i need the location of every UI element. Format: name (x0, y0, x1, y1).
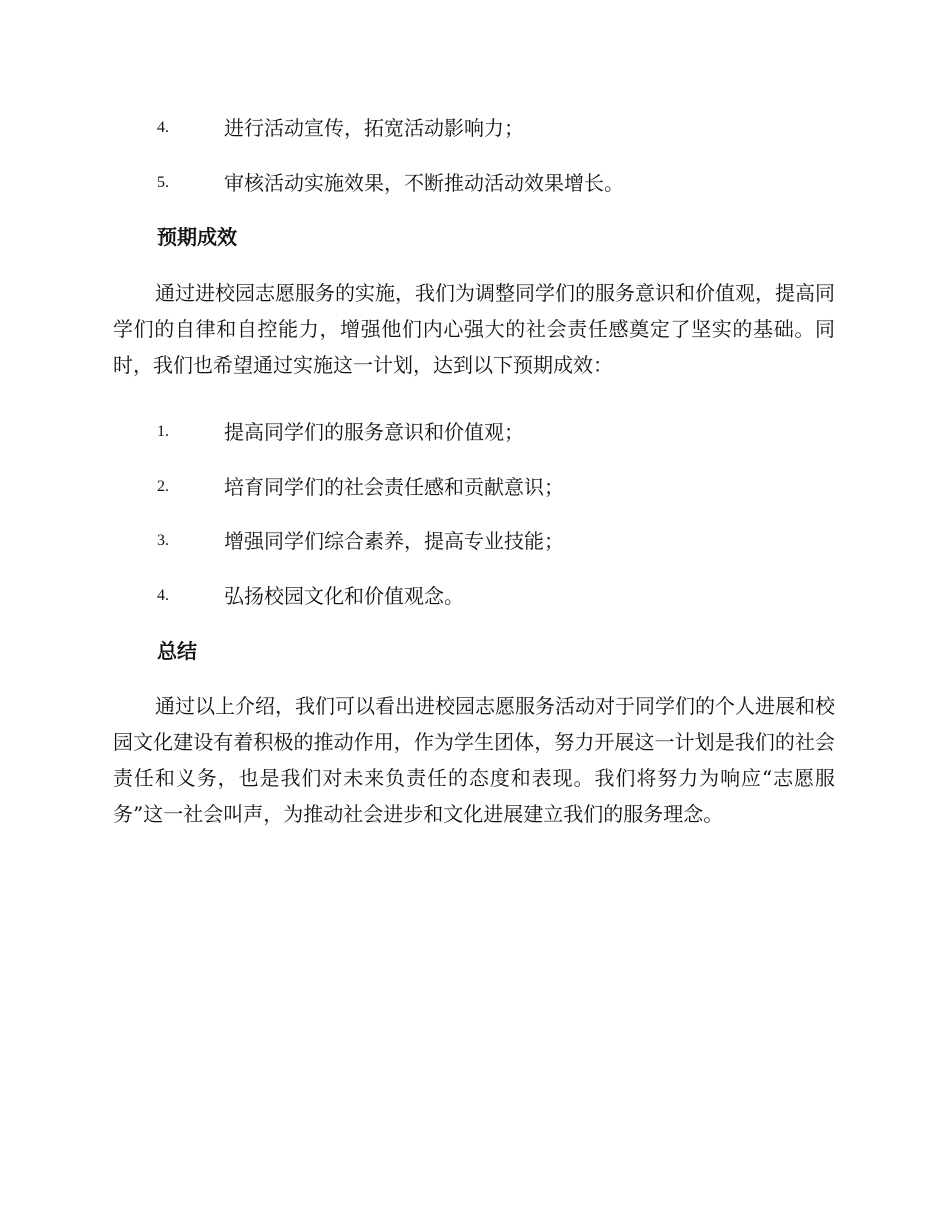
list-number: 2. (157, 478, 169, 495)
summary-paragraph: 通过以上介绍，我们可以看出进校园志愿服务活动对于同学们的个人进展和校园文化建设有着积极的推动作用，作为学生团体，努力开展这一计划是我们的社会责任和义务，也是我们对未来负责任的态度和表现。我们将努力为响应“志愿服务”这一社会叫声，为推动社会进步和文化进展建立我们的服务理念。 (113, 694, 835, 826)
list-text: 审核活动实施效果，不断推动活动效果增长。 (224, 171, 624, 195)
list-item (0, 412, 950, 452)
list-item (0, 521, 950, 561)
list-text: 培育同学们的社会责任感和贡献意识； (224, 475, 564, 499)
expected-paragraph: 通过进校园志愿服务的实施，我们为调整同学们的服务意识和价值观，提高同学们的自律和自控能力，增强他们内心强大的社会责任感奠定了坚实的基础。同时，我们也希望通过实施这一计划，达到以下预期成效： (113, 281, 835, 377)
list-number: 3. (157, 532, 169, 549)
list-number: 1. (157, 423, 169, 440)
section-heading-summary: 总结 (157, 639, 197, 663)
list-number: 4. (157, 119, 169, 136)
list-text: 进行活动宣传，拓宽活动影响力； (224, 116, 524, 140)
list-text: 弘扬校园文化和价值观念。 (224, 584, 464, 608)
section-heading-expected: 预期成效 (157, 225, 237, 249)
list-item (0, 576, 950, 616)
list-text: 提高同学们的服务意识和价值观； (224, 420, 524, 444)
list-text: 增强同学们综合素养，提高专业技能； (224, 529, 564, 553)
list-item (0, 467, 950, 507)
list-item (0, 163, 950, 203)
list-number: 4. (157, 587, 169, 604)
list-item (0, 108, 950, 148)
list-number: 5. (157, 174, 169, 191)
